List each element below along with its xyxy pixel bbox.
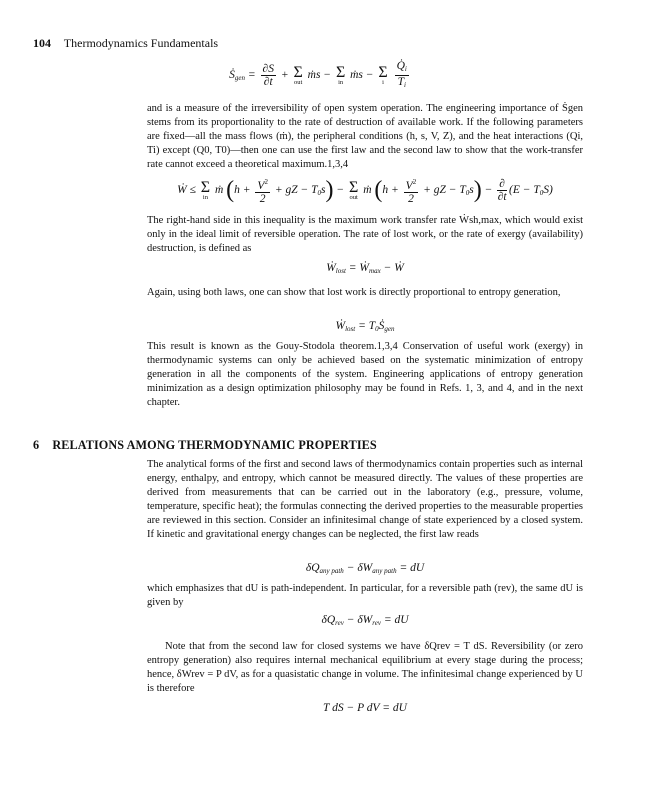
equation-first-law-any-path: $\delta Q_{any path} - \delta W_{any path}$ = dU	[305, 562, 425, 575]
paragraph-2: The right-hand side in this inequality is the maximum work transfer rate Ẇsh,max, which would exist only in the ideal limit of reversible operation. The rate of lost work, or the rate of exergy (availability) destruction, is defined as	[147, 215, 583, 254]
paragraph-5: The analytical forms of the first and second laws of thermodynamics contain properties such as internal energy, enthalpy, and entropy, which cannot be measured directly. The values of these properties are derived from measurements that can be carried out in the laboratory (e.g., pressure, volume, temperature, specific heat); the formulas connecting the derived properties to the measurable properties are reviewed in this section. Consider an infinitesimal change of state experienced by a closed system. If kinetic and gravitational energy changes can be neglected, the first law reads	[147, 459, 583, 540]
equation-gouy-stodola: Ẇ$_{lost}$ = $T_0Ṡ_{gen}$	[335, 320, 395, 333]
equation-sgen: Ṡ$_{gen}$ = $\frac{\partial S}{\partial t}$ + Σ out ṁs − Σ in ṁs − Σ i $\frac{Q̇_i}{T_i}$	[229, 60, 407, 89]
running-title: Thermodynamics Fundamentals	[63, 36, 219, 50]
section-title: RELATIONS AMONG THERMODYNAMIC PROPERTIES	[52, 438, 377, 452]
equation-first-law-rev: $\delta Q_{rev} - \delta W_{rev}$ = dU	[321, 614, 409, 627]
equation-work-bound: Ẇ ≤ Σ in ṁ (h + $\frac{V^2}{2}$ + gZ − $T_0s$) − Σ out ṁ (h + $\frac{V^2}{2}$ + gZ − $T_0s$) − $\frac{\partial}{\partial t}$ $(E - T_0S)$	[177, 177, 553, 205]
running-header	[33, 36, 218, 51]
equation-tds: T dS − P dV = dU	[323, 702, 407, 714]
paragraph-7: Note that from the second law for closed systems we have δQrev = T dS. Reversibility (or zero entropy generation) also requires internal mechanical equilibrium at every stage during the process; hence, δWrev = P dV, as for a quasistatic change in volume. The infinitesimal change experienced by U is therefore	[147, 641, 583, 694]
paragraph-4: This result is known as the Gouy-Stodola theorem.1,3,4 Conservation of useful work (exergy) in thermodynamic systems can only be achieved based on the systematic minimization of entropy generation in all the components of the system. Engineering applications of entropy generation minimization as a design optimization philosophy may be found in Refs. 1, 3, and 4, and in the next chapter.	[147, 341, 583, 408]
page-number: 104	[33, 36, 51, 50]
section-heading	[33, 438, 377, 453]
paragraph-3: Again, using both laws, one can show that lost work is directly proportional to entropy generation,	[147, 287, 561, 298]
section-number: 6	[33, 438, 40, 452]
paragraph-6: which emphasizes that dU is path-independent. In particular, for a reversible path (rev), the same dU is given by	[147, 583, 583, 608]
equation-lost-work-def: Ẇ$_{lost}$ = Ẇ$_{max}$ − Ẇ	[326, 262, 404, 275]
paragraph-1: and is a measure of the irreversibility of open system operation. The engineering importance of Ṡgen stems from its proportionality to the rate of destruction of available work. If the following parameters are fixed—all the mass flows (ṁ), the peripheral conditions (h, s, V, Z), and the heat interactions (Qi, Ti) except (Q0, T0)—then one can use the first law and the second law to show that the work-transfer rate cannot exceed a theoretical maximum.1,3,4	[147, 103, 583, 170]
